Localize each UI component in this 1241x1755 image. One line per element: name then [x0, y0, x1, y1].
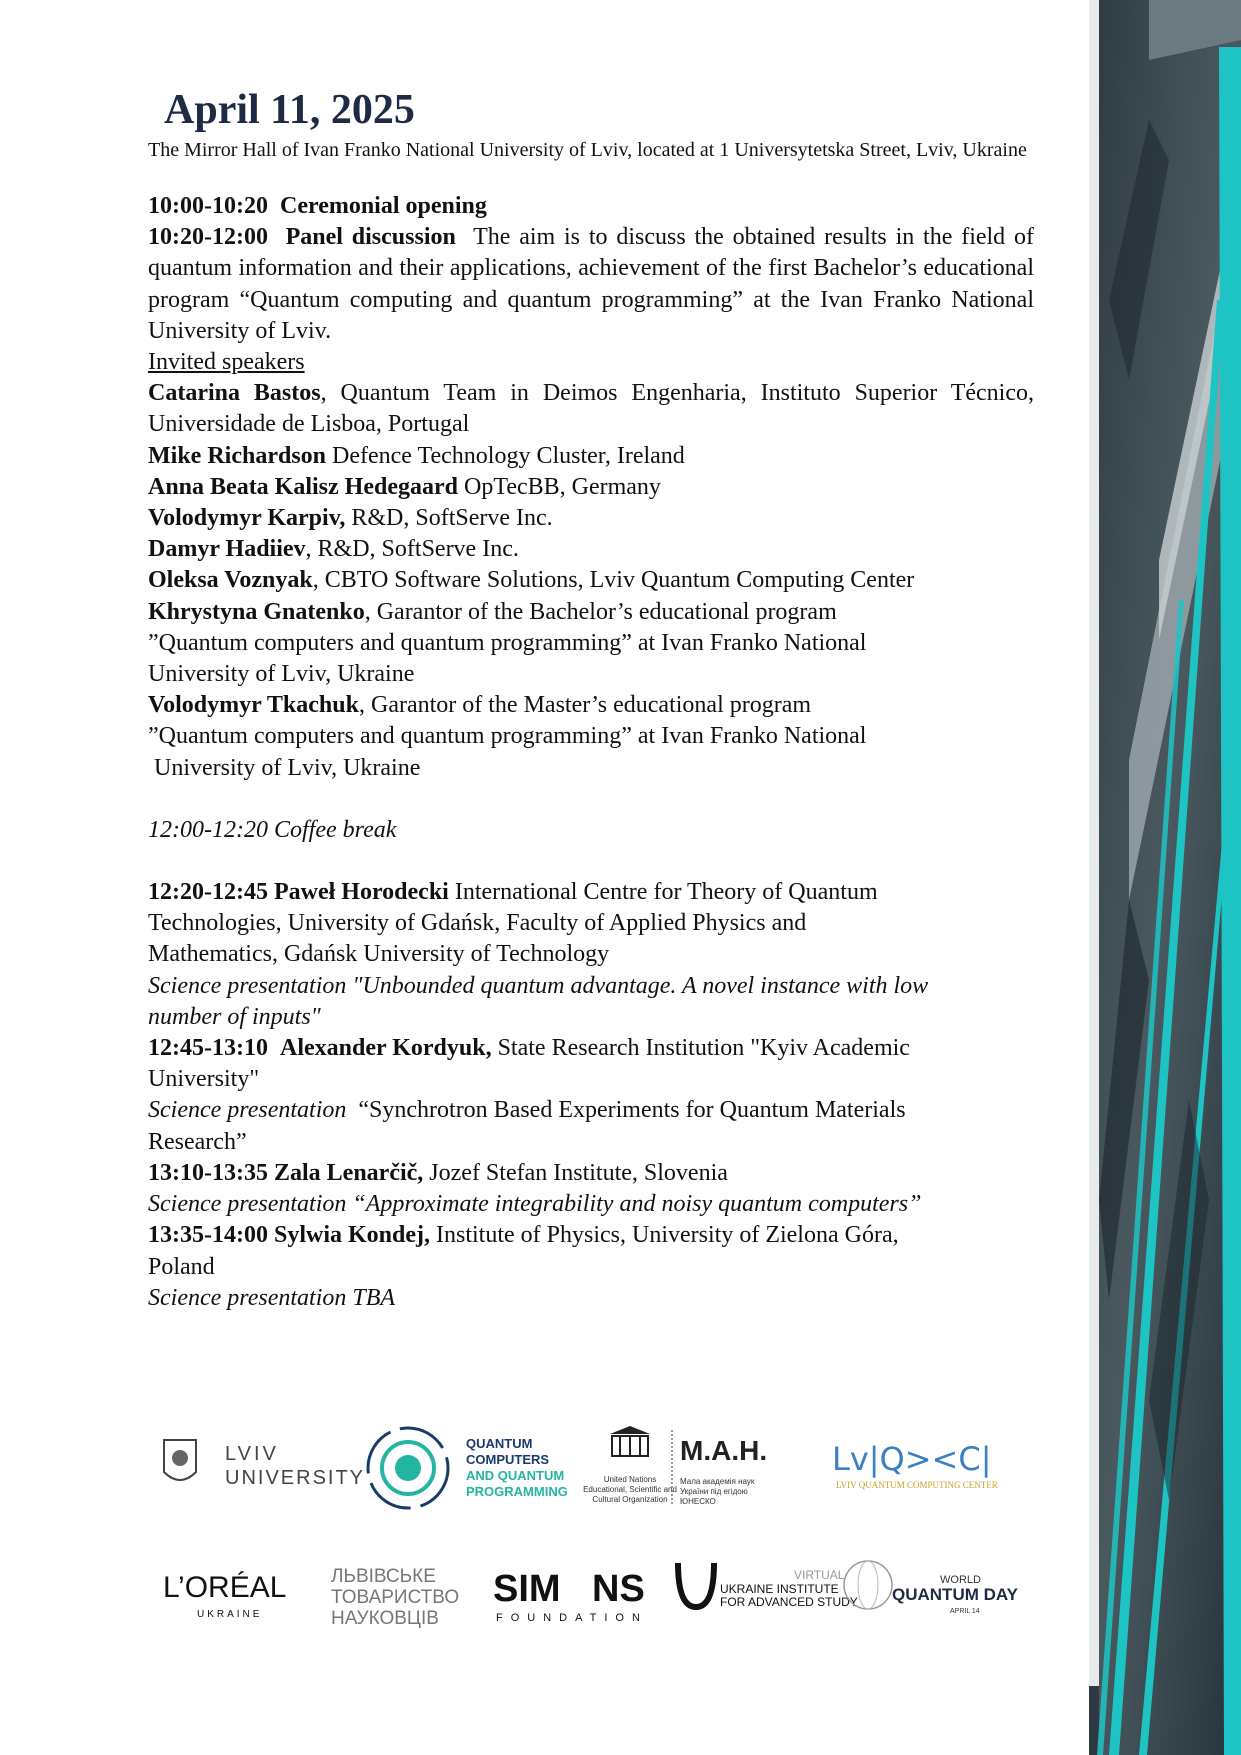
svg-text:QUANTUM: QUANTUM [466, 1436, 533, 1451]
svg-text:Lv|Q><C|: Lv|Q><C| [832, 1440, 992, 1478]
unesco-man-logo [583, 1426, 767, 1506]
svg-text:WORLD: WORLD [940, 1574, 981, 1586]
ukraine-institute-advanced-study-logo [678, 1563, 858, 1609]
svg-text:М.А.Н.: М.А.Н. [680, 1435, 768, 1466]
speaker-item: Catarina Bastos, Quantum Team in Deimos Engenharia, Instituto Superior Técnico, Universidade de Lisboa, Portugal [148, 380, 1034, 438]
panel-description: The aim is to discuss the obtained results in the field of quantum information and their applications, achievement of the first Bachelor’s educational program “Quantum computing and quantum programming” at the Ivan Franko National University of Lviv. [148, 224, 1034, 344]
svg-text:ЮНЕСКО: ЮНЕСКО [680, 1497, 716, 1506]
world-quantum-day-logo [844, 1561, 1019, 1615]
svg-text:SIM: SIM [493, 1568, 561, 1610]
speaker-item: Volodymyr Karpiv, R&D, SoftServe Inc. [148, 505, 553, 532]
speaker-item: Khrystyna Gnatenko, Garantor of the Bachelor’s educational program ”Quantum computers and quantum programming” at Ivan Franko National University of Lviv, Ukraine [148, 598, 867, 688]
svg-text:PROGRAMMING: PROGRAMMING [466, 1484, 568, 1499]
opening-item [148, 191, 1034, 222]
loreal-ukraine-logo [163, 1571, 286, 1620]
talk-item: 12:45-13:10 Alexander Kordyuk, State Research Institution "Kyiv Academic University" [148, 1035, 910, 1093]
svg-text:Мала академія наук: Мала академія наук [680, 1477, 755, 1486]
talk-item: 12:20-12:45 Paweł Horodecki International Centre for Theory of Quantum Technologies, University of Gdańsk, Faculty of Applied Physics and Mathematics, Gdańsk University of Technology [148, 879, 878, 968]
opening-time: 10:00-10:20 [148, 193, 268, 219]
speaker-item: Mike Richardson Defence Technology Cluster, Ireland [148, 442, 685, 469]
svg-text:України під егідою: України під егідою [680, 1487, 748, 1496]
svg-text:UIAS: UIAS [688, 1576, 705, 1583]
svg-text:FOR ADVANCED STUDY: FOR ADVANCED STUDY [720, 1595, 858, 1609]
svg-text:ТОВАРИСТВО: ТОВАРИСТВО [331, 1587, 460, 1608]
svg-text:NS: NS [592, 1568, 645, 1610]
speaker-item: Volodymyr Tkachuk, Garantor of the Master’s educational program ”Quantum computers and quantum programming” at Ivan Franko National University of Lviv, Ukraine [148, 692, 867, 781]
venue-text: The Mirror Hall of Ivan Franko National University of Lviv, located at 1 Universytetska Street, Lviv, Ukraine [148, 139, 1027, 161]
opening-title: Ceremonial opening [279, 193, 487, 219]
speaker-item: Anna Beata Kalisz Hedegaard OpTecBB, Germany [148, 473, 661, 500]
speaker-item: Oleksa Voznyak, CBTO Software Solutions, Lviv Quantum Computing Center [148, 567, 915, 594]
svg-text:AND QUANTUM: AND QUANTUM [466, 1468, 565, 1483]
talk-item: 13:35-14:00 Sylwia Kondej, Institute of Physics, University of Zielona Góra, Poland [148, 1222, 899, 1280]
svg-text:COMPUTERS: COMPUTERS [466, 1452, 550, 1467]
svg-text:QUANTUM DAY: QUANTUM DAY [892, 1585, 1018, 1604]
talk-presentation: Science presentation TBA [148, 1284, 396, 1311]
svg-text:НАУКОВЦІВ: НАУКОВЦІВ [331, 1608, 439, 1629]
event-date: April 11, 2025 [164, 87, 415, 133]
svg-text:APRIL 14: APRIL 14 [950, 1608, 980, 1615]
talk-presentation: Science presentation “Synchrotron Based Experiments for Quantum Materials Research” [148, 1097, 906, 1155]
panel-item [148, 222, 1034, 347]
partner-logos-row-2 [150, 1555, 1030, 1635]
svg-text:VIRTUAL: VIRTUAL [794, 1568, 845, 1582]
partner-logos-row-1 [150, 1410, 1030, 1520]
quantum-computers-program-logo [368, 1428, 568, 1508]
speaker-item: Damyr Hadiiev, R&D, SoftServe Inc. [148, 536, 519, 563]
svg-text:United Nations: United Nations [603, 1475, 657, 1484]
talk-item: 13:10-13:35 Zala Lenarčič, Jozef Stefan Institute, Slovenia [148, 1159, 728, 1186]
svg-text:UKRAINE: UKRAINE [197, 1609, 263, 1620]
svg-text:ЛЬВІВСЬКЕ: ЛЬВІВСЬКЕ [331, 1566, 436, 1587]
svg-text:LVIV: LVIV [225, 1443, 279, 1465]
svg-text:L’ORÉAL: L’ORÉAL [163, 1571, 287, 1604]
panel-title: Panel discussion [285, 224, 456, 251]
lviv-university-logo [164, 1440, 365, 1489]
lviv-quantum-computing-center-logo [832, 1440, 998, 1490]
coffee-break: 12:00-12:20 Coffee break [148, 816, 397, 843]
svg-text:LVIV QUANTUM COMPUTING CENTER: LVIV QUANTUM COMPUTING CENTER [836, 1480, 998, 1490]
svg-text:Educational, Scientific and: Educational, Scientific and [583, 1485, 677, 1494]
panel-time: 10:20-12:00 [148, 224, 268, 251]
simons-foundation-logo [493, 1568, 648, 1624]
talk-presentation: Science presentation "Unbounded quantum advantage. A novel instance with low number of inputs" [148, 972, 929, 1030]
svg-text:Cultural Organization: Cultural Organization [592, 1495, 668, 1504]
svg-text:FOUNDATION: FOUNDATION [496, 1612, 648, 1624]
invited-heading: Invited speakers [148, 349, 305, 376]
svg-text:UKRAINE INSTITUTE: UKRAINE INSTITUTE [720, 1582, 839, 1596]
program [148, 191, 1034, 1314]
decorative-side-strip [1089, 0, 1241, 1755]
lviv-society-of-scientists-logo [331, 1566, 459, 1629]
svg-text:UNIVERSITY: UNIVERSITY [225, 1467, 366, 1489]
talk-presentation: Science presentation “Approximate integrability and noisy quantum computers” [148, 1191, 922, 1218]
